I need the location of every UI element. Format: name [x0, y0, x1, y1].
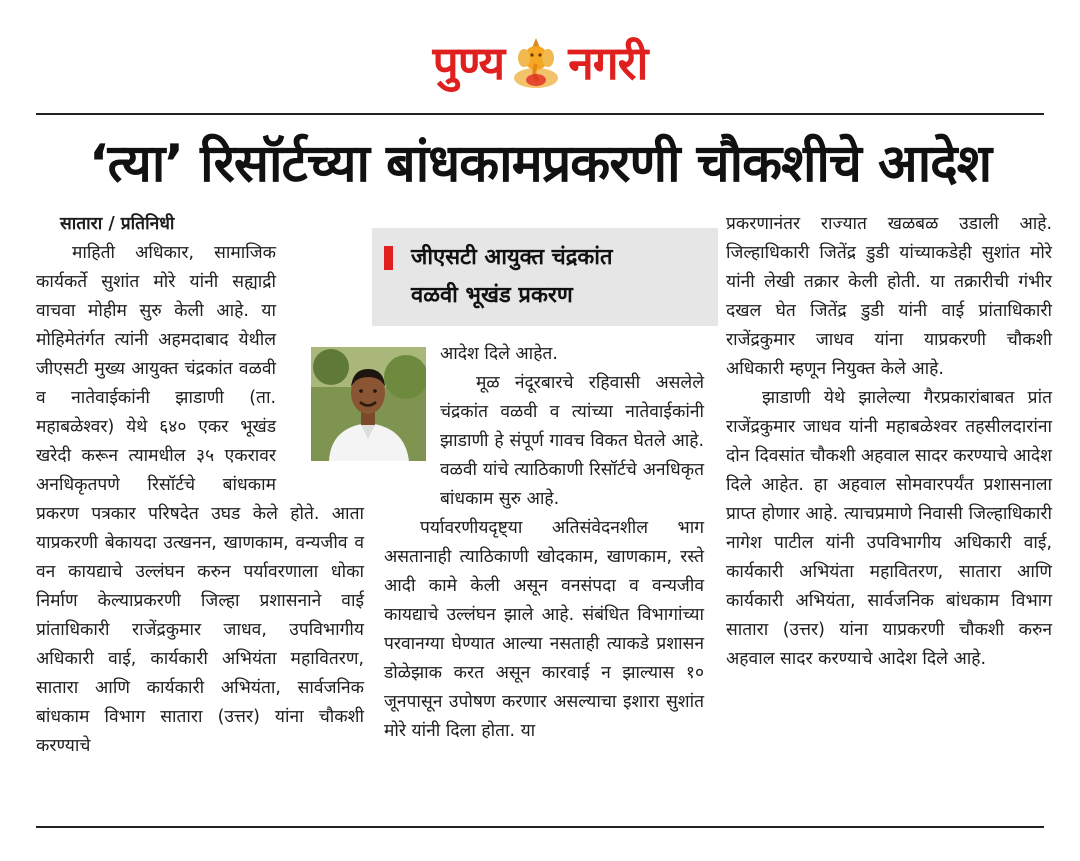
- col2-paragraph-2: मूळ नंदूरबारचे रहिवासी असलेले चंद्रकांत वळवी व त्यांच्या नातेवाईकांनी झाडाणी हे संपूर्ण गावच विकत घेतले आहे. वळवी यांचे त्याठिकाणी रिसॉर्टचे अनधिकृत बांधकाम सुरु आहे.: [440, 373, 704, 509]
- col2-paragraph-3: पर्यावरणीयदृष्ट्या अतिसंवेदनशील भाग असतानाही त्याठिकाणी खोदकाम, खाणकाम, रस्ते आदी कामे केली असून वनसंपदा व वन्यजीव कायद्याचे उल्लंघन झाले आहे. संबंधित विभागांच्या परवानग्या घेण्यात आल्या नसताही त्याकडे प्रशासन डोळेझाक करत असून कारवाई न झाल्यास १० जूनपासून उपोषण करणार असल्याचा इशारा सुशांत मोरे यांनी दिला होता. या: [384, 518, 704, 741]
- col3-paragraph-2: झाडाणी येथे झालेल्या गैरप्रकारांबाबत प्रांत राजेंद्रकुमार जाधव यांनी महाबळेश्वर तहसीलदारांना दोन दिवसांत चौकशी अहवाल सादर करण्याचे आदेश दिले आहेत. हा अहवाल सोमवारपर्यंत प्रशासनाला प्राप्त होणार आहे. त्याचप्रमाणे निवासी जिल्हाधिकारी नागेश पाटील यांनी उपविभागीय अधिकारी वाई, कार्यकारी अभियंता महावितरण, सातारा आणि कार्यकारी अभियंता, सार्वजनिक बांधकाम विभाग सातारा (उत्तर) यांना याप्रकरणी चौकशी करुन अहवाल सादर करण्याचे आदेश दिले आहे.: [726, 388, 1052, 669]
- headline: ‘त्या’ रिसॉर्टच्या बांधकामप्रकरणी चौकशीचे आदेश: [88, 134, 992, 194]
- article-column-3: [726, 210, 1052, 674]
- dateline: सातारा / प्रतिनिधी: [60, 214, 175, 234]
- photo-wrap-space-2: [384, 340, 440, 492]
- col2-paragraph-1: आदेश दिले आहेत.: [440, 344, 558, 364]
- ganesha-logo-icon: [510, 34, 562, 92]
- bottom-rule: [36, 826, 1044, 828]
- subhead-line-2: वळवी भूखंड प्रकरण: [411, 283, 573, 308]
- col3-paragraph-1: प्रकरणानंतर राज्यात खळबळ उडाली आहे. जिल्हाधिकारी जितेंद्र डुडी यांच्याकडेही सुशांत मोरे यांनी लेखी तक्रार केली होती. या तक्रारीची गंभीर दखल घेत जितेंद्र डुडी यांनी वाई प्रांताधिकारी राजेंद्रकुमार जाधव यांना याप्रकरणी चौकशी अधिकारी म्हणून नियुक्त केले आहे.: [726, 214, 1052, 379]
- article-column-2: [384, 340, 704, 746]
- masthead-right-word: नगरी: [568, 36, 648, 90]
- subhead-line-1: जीएसटी आयुक्त चंद्रकांत: [411, 245, 613, 270]
- masthead: [0, 28, 1080, 98]
- col1-paragraph-1: माहिती अधिकार, सामाजिक कार्यकर्ते सुशांत मोरे यांनी सह्याद्री वाचवा मोहीम सुरु केली आहे. या मोहिमेतंर्गत त्यांनी अहमदाबाद येथील जीएसटी मुख्य आयुक्त चंद्रकांत वळवी व नातेवाईकांनी झाडाणी (ता. महाबळेश्वर) येथे ६४० एकर भूखंड खरेदी करून त्यामधील ३५ एकरावर अनधिकृतपणे रिसॉर्टचे बांधकाम प्रकरण पत्रकार परिषदेत उघड केले होते. आता याप्रकरणी बेकायदा उत्खनन, खाणकाम, वन्यजीव व वन कायद्याचे उल्लंघन करुन पर्यावरणाला धोका निर्माण केल्याप्रकरणी जिल्हा प्रशासनाने वाई प्रांताधिकारी राजेंद्रकुमार जाधव, उपविभागीय अधिकारी वाई, कार्यकारी अभियंता महावितरण, सातारा आणि कार्यकारी अभियंता, सार्वजनिक बांधकाम विभाग सातारा (उत्तर) यांना चौकशी करण्याचे: [36, 243, 364, 756]
- masthead-left-word: पुण्य: [432, 36, 505, 90]
- subhead-accent-bar: [384, 246, 393, 270]
- subhead-box: [372, 228, 718, 326]
- top-rule: [36, 113, 1044, 115]
- subhead-text: [411, 239, 613, 315]
- article-column-1: [36, 210, 364, 761]
